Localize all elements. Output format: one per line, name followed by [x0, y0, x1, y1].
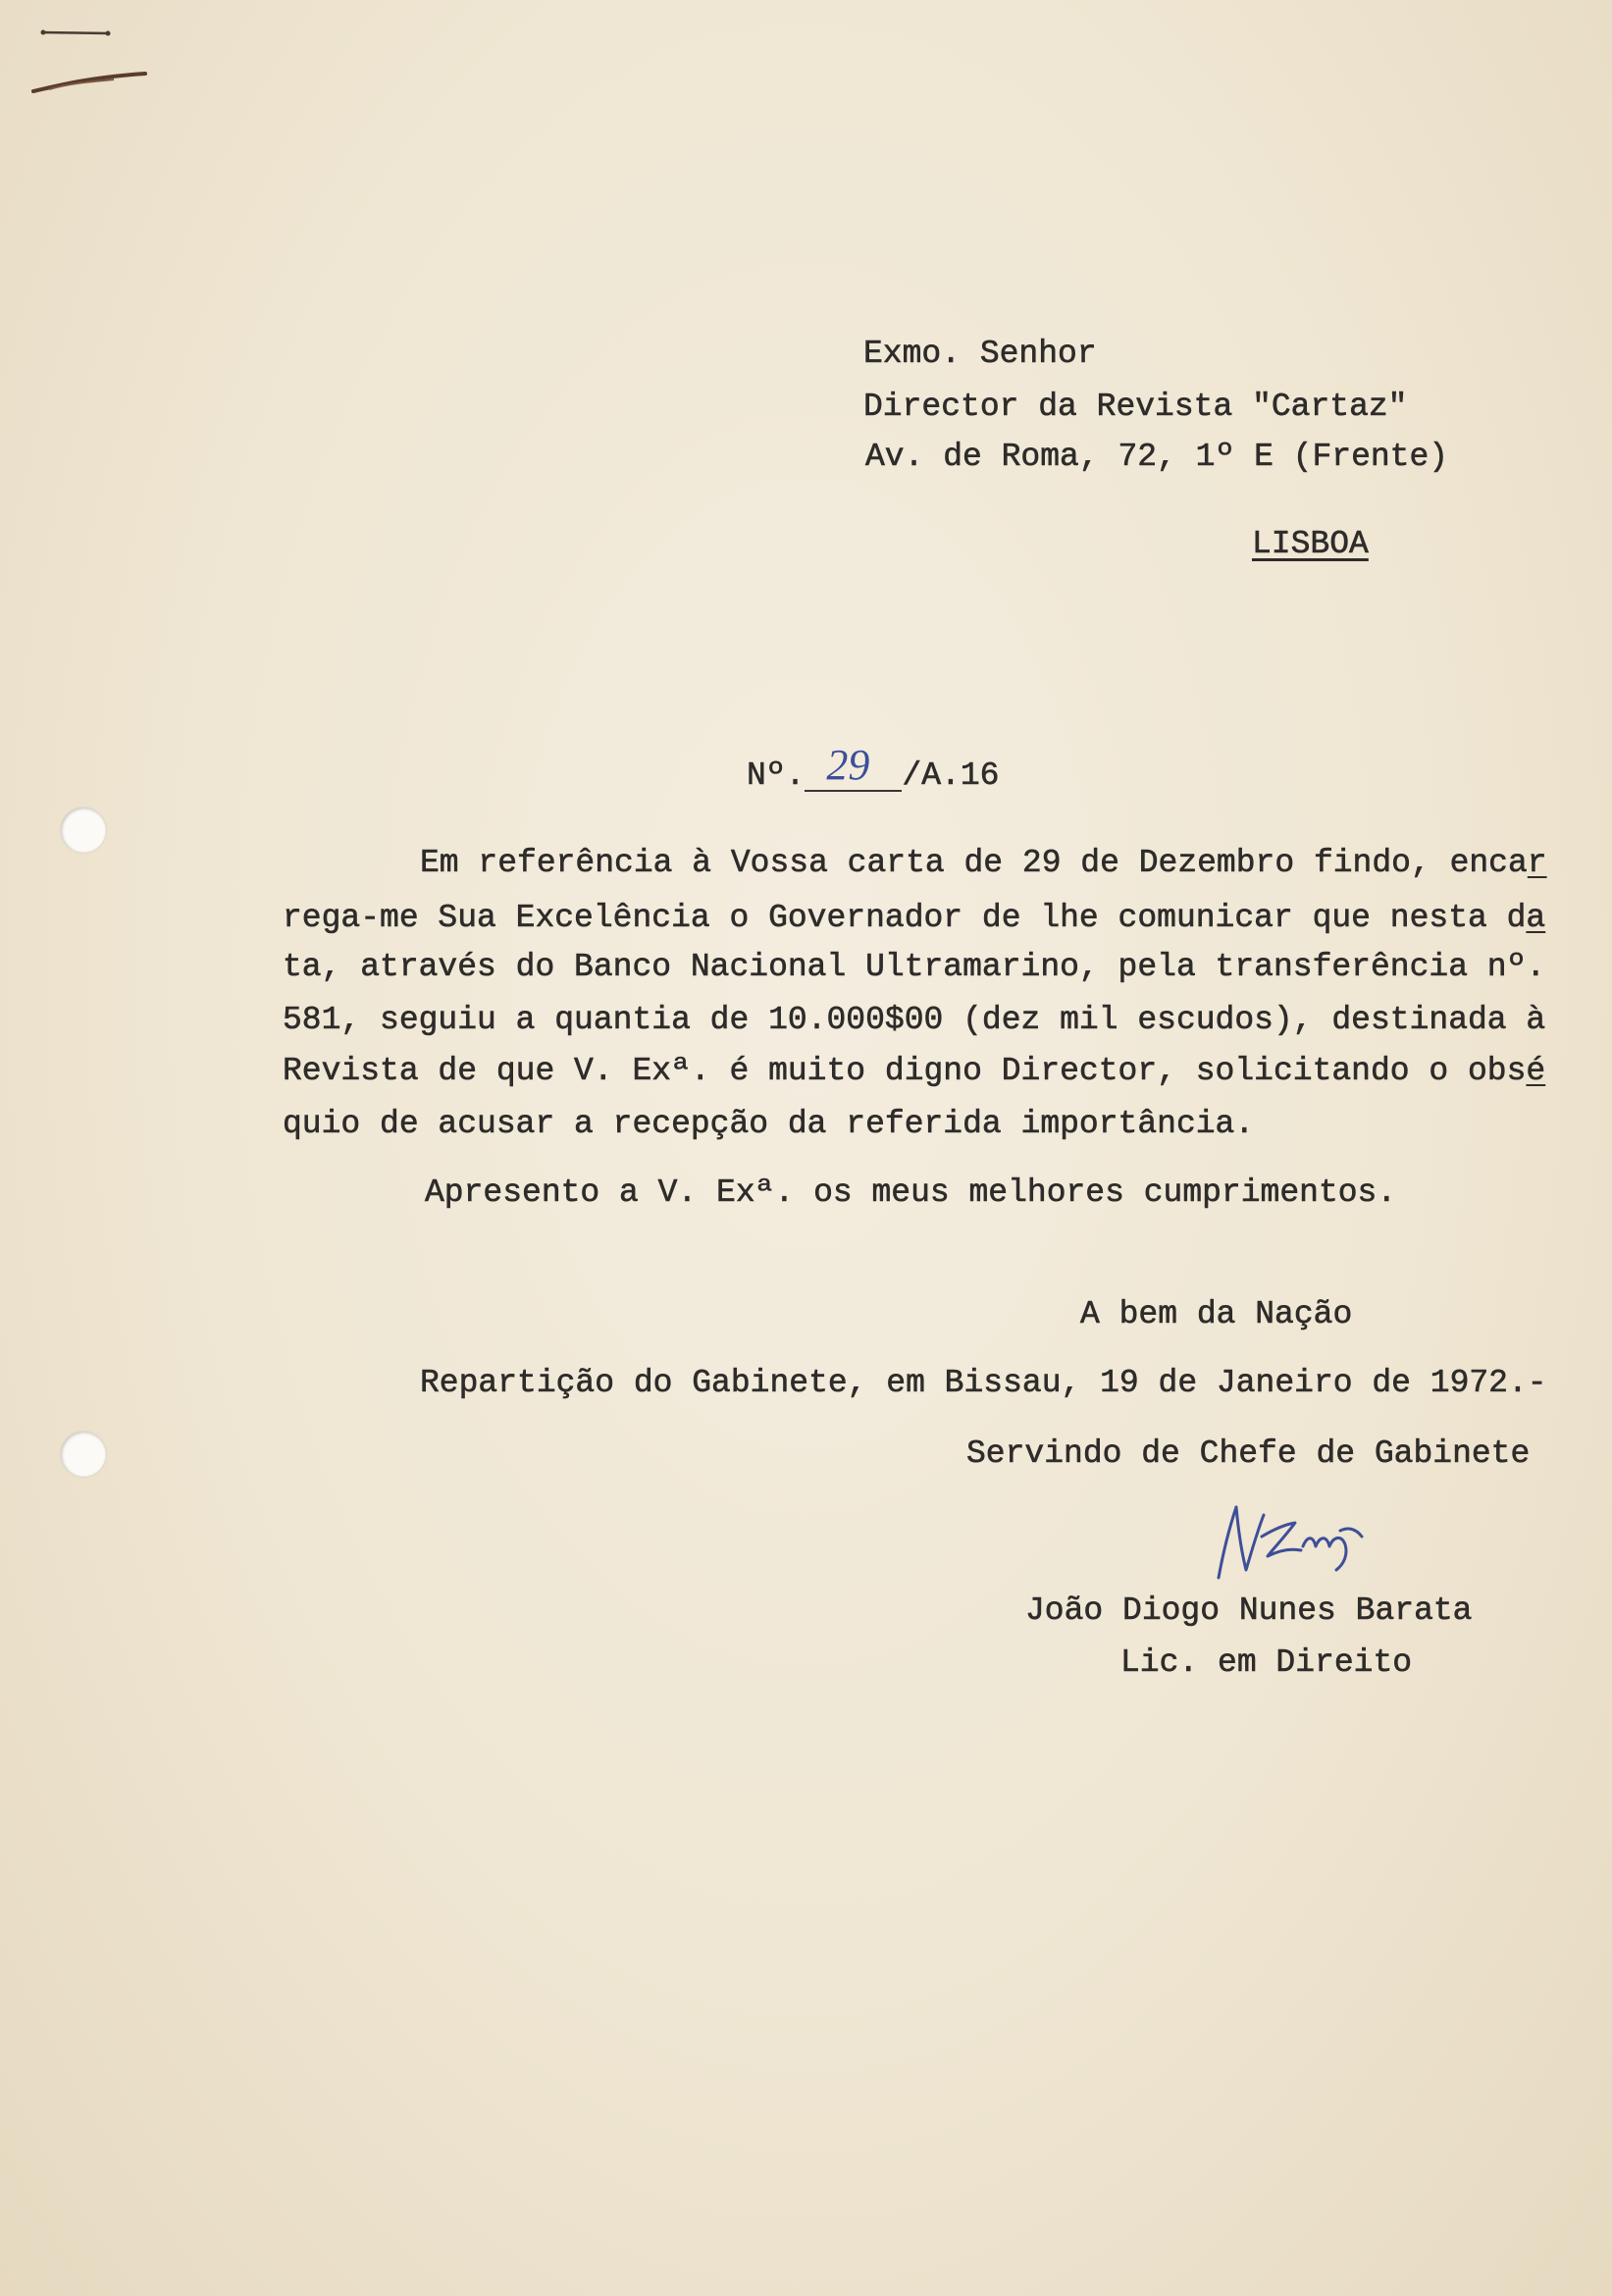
valediction: A bem da Nação	[1080, 1296, 1353, 1332]
signatory-name: João Diogo Nunes Barata	[1025, 1592, 1473, 1629]
signature-scribble	[1205, 1493, 1381, 1592]
body-line-3: ta, através do Banco Nacional Ultramarino, pela transferência nº.	[283, 949, 1546, 985]
reference-number-blank	[805, 741, 902, 792]
reference-number-handwritten: 29	[826, 741, 870, 789]
reference-number-line	[747, 741, 1000, 796]
recipient-salutation: Exmo. Senhor	[863, 336, 1097, 372]
closing-line: Apresento a V. Exª. os meus melhores cumprimentos.	[425, 1174, 1397, 1211]
signatory-role: Servindo de Chefe de Gabinete	[966, 1435, 1531, 1472]
body-line-4: 581, seguiu a quantia de 10.000$00 (dez mil escudos), destinada à	[283, 1002, 1546, 1038]
recipient-title: Director da Revista "Cartaz"	[863, 389, 1408, 425]
continuation-underline-char: r	[1527, 845, 1547, 881]
continuation-underline-char: a	[1526, 900, 1546, 936]
reference-suffix: /A.16	[902, 757, 1000, 794]
reference-prefix: Nº.	[747, 757, 806, 794]
tape-marks	[20, 15, 167, 113]
continuation-underline-char: é	[1526, 1053, 1546, 1089]
body-line-2: rega-me Sua Excelência o Governador de lhe comunicar que nesta da	[283, 900, 1546, 936]
place-and-date: Repartição do Gabinete, em Bissau, 19 de Janeiro de 1972.-	[420, 1365, 1547, 1401]
body-line-5: Revista de que V. Exª. é muito digno Director, solicitando o obsé	[283, 1053, 1546, 1089]
recipient-city: LISBOA	[1252, 526, 1369, 562]
body-line-6: quio de acusar a recepção da referida importância.	[283, 1106, 1255, 1142]
signatory-title: Lic. em Direito	[1120, 1644, 1413, 1681]
body-line-1: Em referência à Vossa carta de 29 de Dezembro findo, encar	[420, 845, 1547, 881]
punch-hole-lower	[61, 1432, 106, 1477]
punch-hole-upper	[61, 808, 106, 853]
recipient-address: Av. de Roma, 72, 1º E (Frente)	[865, 439, 1449, 475]
